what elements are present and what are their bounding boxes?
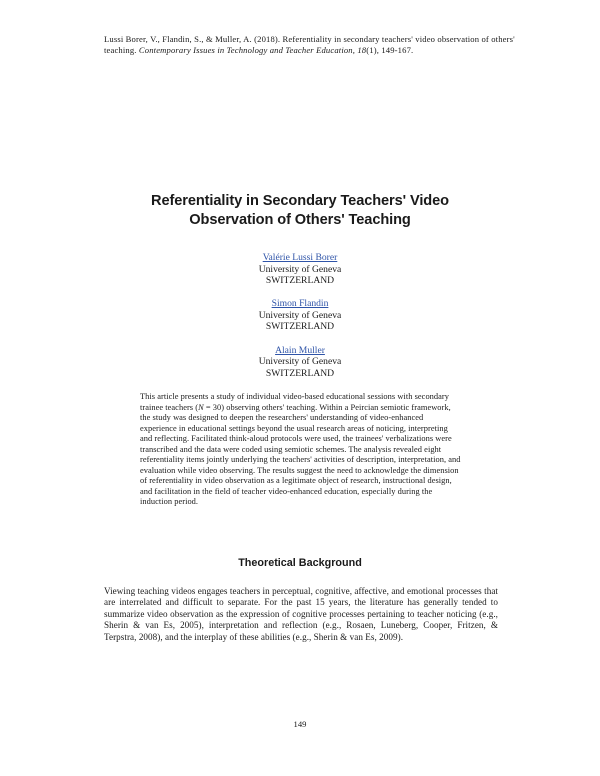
author-block [150, 252, 450, 287]
sample-size-variable: N [198, 402, 204, 412]
author-country: SWITZERLAND [265, 321, 335, 333]
body-paragraph: Viewing teaching videos engages teachers in perceptual, cognitive, affective, and emotional processes that are interrelated and difficult to separate. For the past 15 years, the literature has generally tended to summarize video observation as the expression of cognitive processes pertaining to teacher noticing (e.g., Sherin & van Es, 2005), interpretation and reflection (e.g., Rosaen, Luneberg, Cooper, Fritzen, & Terpstra, 2008), and the interplay of these abilities (e.g., Sherin & van Es, 2009). [104, 586, 498, 642]
author-block [150, 298, 450, 333]
author-block [150, 345, 450, 380]
author-affiliation: University of Geneva [258, 356, 342, 368]
author-list [150, 252, 450, 391]
article-title [60, 192, 540, 230]
citation-issue: (1), [366, 45, 380, 56]
citation-authors-title: Lussi Borer, V., Flandin, S., & Muller, A. (2018). Referentiality in secondary teachers' video observation of others' teaching. [104, 34, 515, 56]
page-number: 149 [293, 719, 307, 729]
author-affiliation: University of Geneva [258, 263, 342, 275]
citation-journal: Contemporary Issues in Technology and Teacher Education, 18 [138, 45, 367, 56]
abstract-text: This article presents a study of individual video-based educational sessions with secondary trainee teachers (N = 30) observing others' teaching. Within a Peircian semiotic framework, the study was designed to deepen the researchers' understanding of video-enhanced experience in educational settings beyond the usual research areas of noticing, interpreting and reflecting. Facilitated think-aloud protocols were used, the trainees' verbalizations were transcribed and the data were coded using semiotic schemes. The analysis revealed eight referentiality items jointly underlying the teachers' activities of description, interpretation, and evaluation while video observing. The results suggest the need to acknowledge the dimension of referentiality in video observation as a legitimate object of research, instructional design, and facilitation in the field of teacher video-enhanced education, especially during the induction period. [140, 392, 461, 507]
author-country: SWITZERLAND [265, 275, 335, 287]
author-name-link[interactable]: Simon Flandin [271, 298, 329, 310]
section-heading: Theoretical Background [238, 557, 362, 569]
author-name-link[interactable]: Alain Muller [275, 344, 325, 356]
article-title-line-1: Referentiality in Secondary Teachers' Video [151, 193, 449, 209]
author-country: SWITZERLAND [265, 367, 335, 379]
article-title-line-2: Observation of Others' Teaching [189, 212, 411, 228]
citation-pages: 149-167. [379, 45, 414, 56]
citation-header [104, 34, 524, 57]
section-body [104, 586, 498, 643]
author-affiliation: University of Geneva [258, 309, 342, 321]
abstract [140, 392, 462, 508]
author-name-link[interactable]: Valérie Lussi Borer [262, 252, 338, 263]
